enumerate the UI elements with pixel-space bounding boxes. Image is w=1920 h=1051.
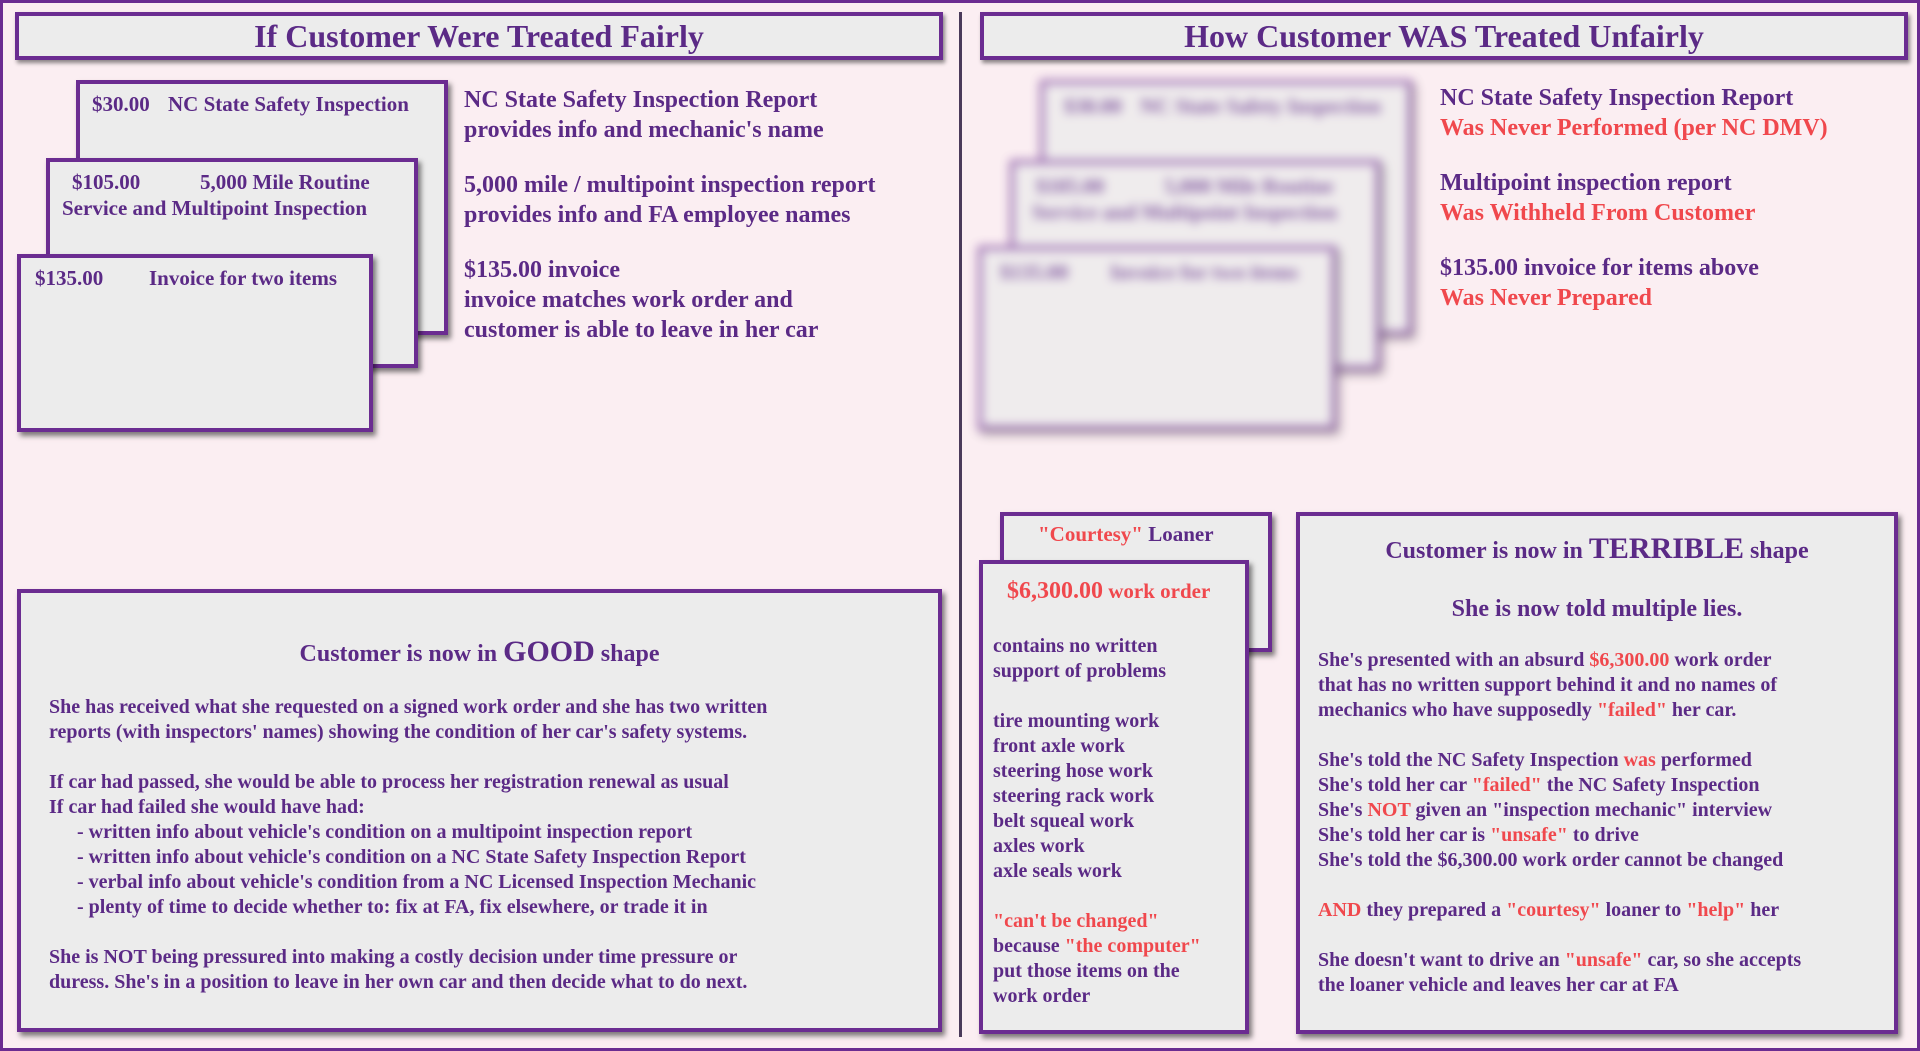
body-line: that has no written support behind it and no names of: [1318, 674, 1777, 696]
work-order-line: because "the computer": [993, 935, 1201, 957]
bullet-line: - written info about vehicle's condition on a multipoint inspection report: [77, 821, 693, 843]
loaner-card-title: "Courtesy" Loaner: [1038, 522, 1214, 546]
right-desc-line: Was Never Prepared: [1440, 285, 1652, 311]
work-order-item: steering rack work: [993, 785, 1155, 807]
work-order-line: support of problems: [993, 660, 1166, 682]
work-order-card: [979, 560, 1249, 1034]
blurred-card-title: 5,000 Mile Routine: [1164, 174, 1334, 198]
body-line: duress. She's in a position to leave in her own car and then decide what to do next.: [49, 971, 748, 993]
invoice-card-price: $135.00: [35, 266, 104, 290]
invoice-card-title: Invoice for two items: [149, 266, 337, 290]
left-desc-line: provides info and mechanic's name: [464, 117, 824, 143]
work-order-line: contains no written: [993, 635, 1158, 657]
bullet-line: - plenty of time to decide whether to: fix at FA, fix elsewhere, or trade it in: [77, 896, 708, 918]
body-line: reports (with inspectors' names) showing the condition of her car's safety systems.: [49, 721, 748, 743]
work-order-line: "can't be changed": [993, 910, 1159, 932]
body-line: She's NOT given an "inspection mechanic" interview: [1318, 799, 1773, 821]
right-header-text: How Customer WAS Treated Unfairly: [1184, 18, 1704, 54]
service-card-title: 5,000 Mile Routine: [200, 170, 370, 194]
work-order-title: $6,300.00 work order: [1007, 578, 1211, 604]
right-desc-line: $135.00 invoice for items above: [1440, 255, 1759, 281]
work-order-item: belt squeal work: [993, 810, 1135, 832]
left-header: [15, 12, 943, 60]
left-desc-line: $135.00 invoice: [464, 257, 620, 283]
inspection-card-price: $30.00: [92, 92, 150, 116]
good-shape-box: [17, 589, 942, 1032]
right-desc-line: Was Withheld From Customer: [1440, 200, 1756, 226]
right-desc-line: NC State Safety Inspection Report: [1440, 85, 1794, 111]
blurred-invoice-card: [978, 246, 1336, 430]
work-order-body: [993, 634, 1201, 1009]
right-desc-line: Multipoint inspection report: [1440, 170, 1732, 196]
blurred-card-title: Invoice for two items: [1110, 260, 1298, 284]
left-desc-line: NC State Safety Inspection Report: [464, 87, 818, 113]
left-desc-line: provides info and FA employee names: [464, 202, 851, 228]
body-line: She doesn't want to drive an "unsafe" car, so she accepts: [1318, 949, 1802, 971]
left-desc-line: invoice matches work order and: [464, 287, 793, 313]
work-order-item: tire mounting work: [993, 710, 1160, 732]
body-line: If car had passed, she would be able to process her registration renewal as usual: [49, 771, 729, 793]
work-order-item: steering hose work: [993, 760, 1153, 782]
right-desc-line: Was Never Performed (per NC DMV): [1440, 115, 1828, 141]
terrible-shape-title: Customer is now in TERRIBLE shape: [1385, 532, 1809, 565]
terrible-shape-subtitle: She is now told multiple lies.: [1451, 596, 1743, 622]
body-line: She is NOT being pressured into making a costly decision under time pressure or: [49, 946, 738, 968]
body-line: If car had failed she would have had:: [49, 796, 365, 818]
blurred-card-title: NC State Safety Inspection: [1140, 94, 1381, 118]
body-line: She's told the NC Safety Inspection was performed: [1318, 749, 1752, 771]
right-description: [1440, 83, 1828, 313]
body-line: She's told her car "failed" the NC Safety Inspection: [1318, 774, 1760, 796]
blurred-card-price: $30.00: [1064, 94, 1122, 118]
work-order-line: work order: [993, 985, 1091, 1007]
good-shape-body: [49, 695, 767, 995]
good-shape-title: Customer is now in GOOD shape: [299, 635, 660, 668]
terrible-shape-body: [1318, 648, 1801, 998]
body-line: She has received what she requested on a signed work order and she has two written: [49, 696, 768, 718]
left-desc-line: 5,000 mile / multipoint inspection report: [464, 172, 876, 198]
left-header-text: If Customer Were Treated Fairly: [254, 18, 704, 54]
bullet-line: - written info about vehicle's condition on a NC State Safety Inspection Report: [77, 846, 746, 868]
service-card-title-line2: Service and Multipoint Inspection: [62, 196, 368, 220]
center-divider: [959, 12, 962, 1037]
left-desc-line: customer is able to leave in her car: [464, 317, 819, 343]
terrible-shape-box: [1296, 512, 1898, 1034]
right-header: [980, 12, 1908, 60]
body-line: mechanics who have supposedly "failed" her car.: [1318, 699, 1737, 721]
work-order-item: axle seals work: [993, 860, 1122, 882]
work-order-item: front axle work: [993, 735, 1125, 757]
body-line: She's told the $6,300.00 work order cannot be changed: [1318, 849, 1784, 871]
blurred-card-price: $135.00: [1000, 260, 1069, 284]
body-line: She's presented with an absurd $6,300.00 work order: [1318, 649, 1772, 671]
work-order-item: axles work: [993, 835, 1085, 857]
body-line: the loaner vehicle and leaves her car at FA: [1318, 974, 1679, 996]
body-line: AND they prepared a "courtesy" loaner to "help" her: [1318, 899, 1780, 921]
inspection-card-title: NC State Safety Inspection: [168, 92, 409, 116]
left-description: [464, 85, 876, 345]
bullet-line: - verbal info about vehicle's condition from a NC Licensed Inspection Mechanic: [77, 871, 757, 893]
blurred-card-price: $105.00: [1036, 174, 1105, 198]
body-line: She's told her car is "unsafe" to drive: [1318, 824, 1639, 846]
invoice-card: [17, 254, 373, 432]
work-order-line: put those items on the: [993, 960, 1180, 982]
blurred-card-title-line2: Service and Multipoint Inspection: [1032, 200, 1338, 224]
service-card-price: $105.00: [72, 170, 141, 194]
